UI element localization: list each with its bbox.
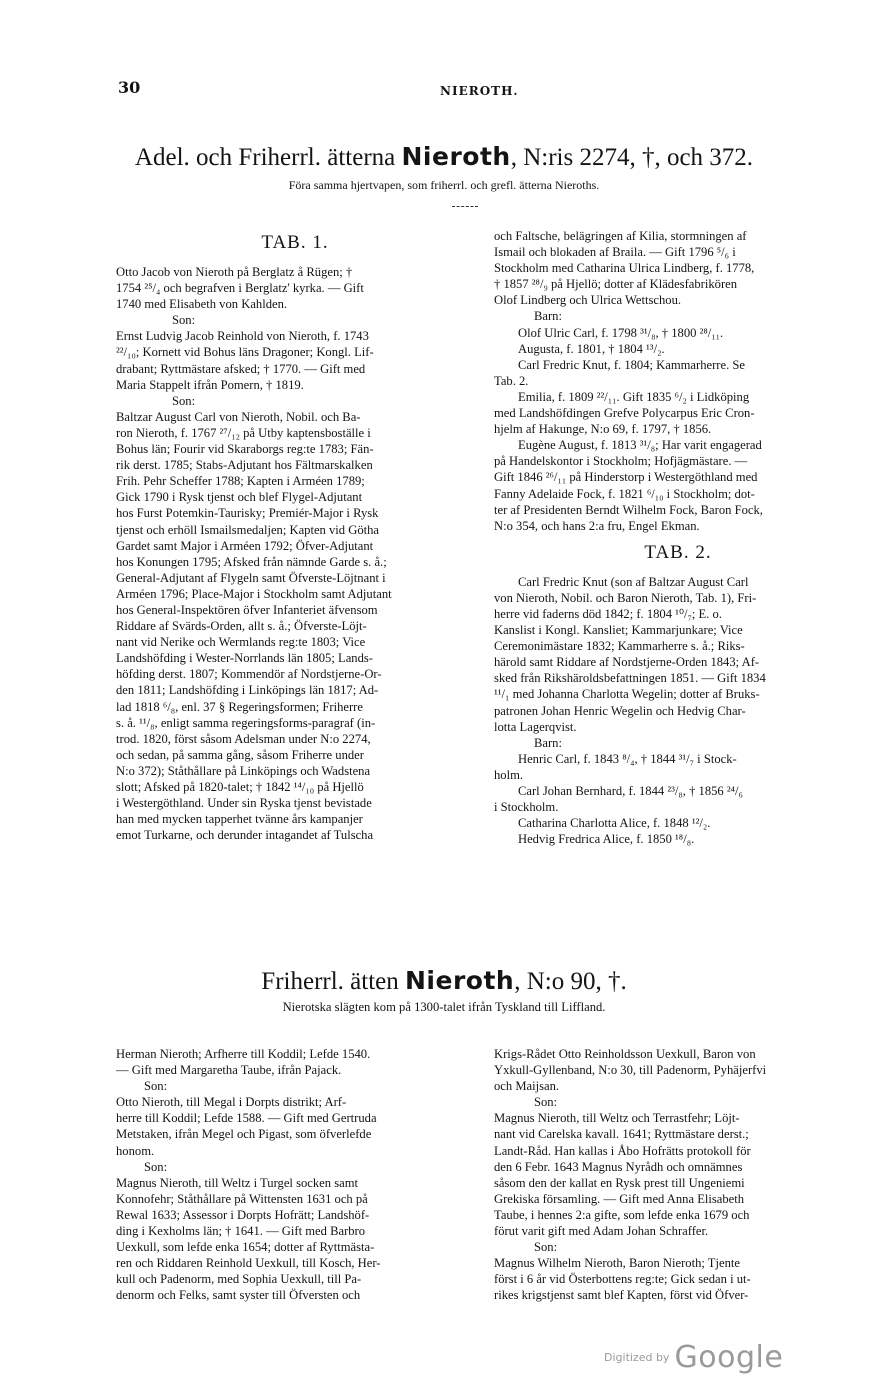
section2-title-name: Nieroth xyxy=(405,966,515,995)
text-line: Son: xyxy=(534,1240,558,1255)
text-line: Ismail och blokaden af Braila. — Gift 1796 ⁵/₆ i xyxy=(494,245,736,260)
text-line: Riddare af Svärds-Orden, allt s. å.; Öfverste-Löjt- xyxy=(116,619,367,634)
text-line: ren och Riddaren Reinhold Uexkull, till Kosch, Her- xyxy=(116,1256,381,1271)
text-line: först i 6 år vid Österbottens reg:te; Gick sedan i ut- xyxy=(494,1272,751,1287)
text-line: Rewal 1633; Assessor i Dorpts Hofrätt; Landshöf- xyxy=(116,1207,370,1222)
text-line: patronen Johan Henric Wegelin och Hedvig Char- xyxy=(494,703,746,718)
section2-subtitle: Nierotska slägten kom på 1300-talet ifrån Tyskland till Liffland. xyxy=(282,1000,606,1014)
text-line: Barn: xyxy=(534,735,562,750)
text-line: 1740 med Elisabeth von Kahlden. xyxy=(116,297,288,312)
section2-title-post: , N:o 90, †. xyxy=(514,968,627,995)
text-line: Landt-Råd. Han kallas i Åbo Hofrätts protokoll för xyxy=(494,1143,751,1158)
text-line: Magnus Nieroth, till Weltz och Terrastfehr; Löjt- xyxy=(494,1111,740,1126)
section1-title-post: , N:ris 2274, †, och 372. xyxy=(510,144,754,171)
text-line: nant vid Nerike och Wermlands reg:te 1803; Vice xyxy=(116,635,366,650)
text-line: Metstaken, ifrån Megel och Pigast, som öfverlefde xyxy=(116,1127,372,1142)
text-line: och sedan, på samma gång, såsom Friherre under xyxy=(116,747,364,762)
text-line: Otto Jacob von Nieroth på Berglatz å Rügen; † xyxy=(116,265,353,279)
text-line: General-Adjutant af Flygeln samt Öfverste-Löjtnant i xyxy=(116,570,386,585)
section1-title-name: Nieroth xyxy=(401,142,511,171)
section2-title xyxy=(0,966,888,996)
text-line: Maria Stappelt ifrån Pomern, † 1819. xyxy=(116,377,304,392)
text-line: Augusta, f. 1801, † 1804 ¹³/₂. xyxy=(518,341,665,356)
text-line: ding i Kexholms län; † 1641. — Gift med Barbro xyxy=(116,1224,366,1239)
text-line: Son: xyxy=(172,313,196,328)
section2-column-left xyxy=(116,1046,474,1304)
text-line: Kanslist i Kongl. Kansliet; Kammarjunkare; Vice xyxy=(494,623,743,638)
running-head: NIEROTH. xyxy=(440,84,519,98)
tab-heading: TAB. 1. xyxy=(261,232,329,253)
text-line: Carl Johan Bernhard, f. 1844 ²³/₈, † 1856 ²⁴/₆ xyxy=(518,784,743,798)
text-line: Bohus län; Fourir vid Skaraborgs reg:te 1783; Fän- xyxy=(116,442,374,457)
text-line: Gardet samt Major i Arméen 1792; Öfver-Adjutant xyxy=(116,538,374,553)
tab-heading: TAB. 2. xyxy=(644,541,712,563)
text-line: förut varit gift med Adam Johan Schraffer. xyxy=(494,1224,709,1239)
text-line: herre vid faderns död 1842; f. 1804 ¹⁰/₇; E. o. xyxy=(494,606,722,621)
section2-column-right xyxy=(494,1046,862,1304)
text-line: Hedvig Fredrica Alice, f. 1850 ¹⁸/₈. xyxy=(518,832,695,847)
text-line: — Gift med Margaretha Taube, ifrån Pajack. xyxy=(116,1063,342,1078)
text-line: † 1857 ²⁸/₉ på Hjellö; dotter af Klädesfabrikören xyxy=(494,277,738,292)
text-line: Eugène August, f. 1813 ³¹/₈; Har varit engagerad xyxy=(518,438,762,453)
text-line: Frih. Pehr Scheffer 1788; Kapten i Arméen 1789; xyxy=(116,474,365,489)
text-line: Magnus Wilhelm Nieroth, Baron Nieroth; Tjente xyxy=(494,1256,740,1271)
text-line: Taube, i hennes 2:a gifte, som lefde enka 1679 och xyxy=(494,1207,750,1222)
text-line: lotta Lagerqvist. xyxy=(494,719,577,734)
text-line: s. å. ¹¹/₈, enligt samma regeringsforms-paragraf (in- xyxy=(116,715,376,730)
ornament-divider xyxy=(452,206,478,207)
page-number: 30 xyxy=(118,78,141,97)
text-line: Fanny Adelaide Fock, f. 1821 ⁶/₁₀ i Stockholm; dot- xyxy=(494,486,755,501)
text-line: Herman Nieroth; Arfherre till Koddil; Lefde 1540. xyxy=(116,1047,371,1061)
text-line: trod. 1820, först såsom Adelsman under N:o 2274, xyxy=(116,731,371,746)
text-line: rikes krigstjenst samt blef Kapten, först vid Öfver- xyxy=(494,1288,749,1303)
text-line: på Handelskontor i Stockholm; Hofjägmästare. — xyxy=(494,454,748,469)
text-line: Arméen 1796; Place-Major i Stockholm samt Adjutant xyxy=(116,586,392,601)
text-line: Uexkull, som lefde enka 1654; dotter af Ryttmästa- xyxy=(116,1240,375,1255)
text-line: i Stockholm. xyxy=(494,800,559,815)
section2-title-pre: Friherrl. ätten xyxy=(261,968,399,995)
text-line: Olof Ulric Carl, f. 1798 ³¹/₈, † 1800 ²⁸/₁₁. xyxy=(518,325,724,340)
text-line: hos Konungen 1795; Afsked från nämnde Garde s. å.; xyxy=(116,554,387,569)
section1-column-left xyxy=(116,228,474,843)
text-line: Ernst Ludvig Jacob Reinhold von Nieroth, f. 1743 xyxy=(116,329,369,344)
text-line: Landshöfding i Wester-Norrlands län 1805; Lands- xyxy=(116,651,373,666)
text-line: Stockholm med Catharina Ulrica Lindberg, f. 1778, xyxy=(494,261,755,276)
text-line: lad 1818 ⁶/₈, enl. 37 § Regeringsformen; Friherre xyxy=(116,699,363,714)
text-line: Grekiska församling. — Gift med Anna Elisabeth xyxy=(494,1191,745,1206)
text-line: Son: xyxy=(144,1079,168,1094)
text-line: Yxkull-Gyllenband, N:o 30, till Padenorm, Pyhäjerfvi xyxy=(494,1063,767,1078)
text-line: 1754 ²⁵/₄ och begrafven i Berglatz' kyrka. — Gift xyxy=(116,281,364,296)
section1-column-right xyxy=(494,228,862,847)
text-line: emot Turkarne, och derunder intagandet af Tulscha xyxy=(116,828,374,843)
text-line: och Faltsche, belägringen af Kilia, stormningen af xyxy=(494,229,747,243)
text-line: Krigs-Rådet Otto Reinholdsson Uexkull, Baron von xyxy=(494,1047,756,1061)
text-line: Konnofehr; Ståthållare på Wittensten 1631 och på xyxy=(116,1191,368,1206)
text-line: ¹¹/₁ med Johanna Charlotta Wegelin; dotter af Bruks- xyxy=(494,687,760,702)
text-line: denorm och Felks, samt syster till Öfversten och xyxy=(116,1288,361,1303)
section1-title xyxy=(0,142,888,172)
google-logo: Google xyxy=(674,1340,784,1375)
text-line: Baltzar August Carl von Nieroth, Nobil. och Ba- xyxy=(116,409,361,424)
text-line: von Nieroth, Nobil. och Baron Nieroth, Tab. 1), Fri- xyxy=(494,590,757,605)
text-line: herre till Koddil; Lefde 1588. — Gift med Gertruda xyxy=(116,1111,377,1126)
text-line: ²²/₁₀; Kornett vid Bohus läns Dragoner; Kongl. Lif- xyxy=(116,345,374,360)
text-line: härold samt Riddare af Nordstjerne-Orden 1843; Af- xyxy=(494,655,760,670)
text-line: han med mycken tapperhet tvänne års kampanjer xyxy=(116,812,363,827)
text-line: Son: xyxy=(172,393,196,408)
text-line: honom. xyxy=(116,1143,155,1158)
text-line: ter af Presidenten Berndt Wilhelm Fock, Baron Fock, xyxy=(494,502,763,517)
text-line: Magnus Nieroth, till Weltz i Turgel socken samt xyxy=(116,1175,358,1190)
text-line: Olof Lindberg och Ulrica Wettschou. xyxy=(494,293,682,308)
text-line: hos General-Inspektören öfver Infanteriet äfvensom xyxy=(116,602,378,617)
text-line: Son: xyxy=(534,1095,558,1110)
text-line: Tab. 2. xyxy=(494,373,529,388)
text-line: nant vid Carelska kavall. 1641; Ryttmästare derst.; xyxy=(494,1127,749,1142)
text-line: Carl Fredric Knut, f. 1804; Kammarherre. Se xyxy=(518,357,745,372)
text-line: Gick 1790 i Rysk tjenst och blef Flygel-Adjutant xyxy=(116,490,363,505)
text-line: N:o 372); Ståthållare på Linköpings och Wadstena xyxy=(116,763,371,778)
text-line: ron Nieroth, f. 1767 ²⁷/₁₂ på Utby kaptensboställe i xyxy=(116,425,371,440)
text-line: Catharina Charlotta Alice, f. 1848 ¹²/₂. xyxy=(518,816,711,831)
text-line: slott; Afsked på 1820-talet; † 1842 ¹⁴/₁₀ på Hjellö xyxy=(116,780,364,794)
text-line: Son: xyxy=(144,1159,168,1174)
text-line: i Westergöthland. Under sin Ryska tjenst bevistade xyxy=(116,796,372,811)
text-line: hos Furst Potemkin-Taurisky; Premiér-Major i Rysk xyxy=(116,506,379,521)
text-line: kull och Padenorm, med Sophia Uexkull, till Pa- xyxy=(116,1272,362,1287)
text-line: sked från Rikshäroldsbefattningen 1851. — Gift 1834 xyxy=(494,671,766,686)
text-line: med Landshöfdingen Grefve Polycarpus Eric Cron- xyxy=(494,406,755,421)
text-line: N:o 354, och hans 2:a fru, Engel Ekman. xyxy=(494,518,700,533)
text-line: Ceremonimästare 1832; Kammarherre s. å.; Riks- xyxy=(494,639,745,654)
text-line: höfding derst. 1807; Kommendör af Nordstjerne-Or- xyxy=(116,667,382,682)
watermark-prefix: Digitized by xyxy=(604,1351,670,1364)
digitized-watermark xyxy=(604,1340,783,1375)
section1-subtitle: Föra samma hjertvapen, som friherrl. och grefl. ätterna Nieroths. xyxy=(288,178,600,192)
text-line: Gift 1846 ²⁶/₁₁ på Hinderstorp i Westergöthland med xyxy=(494,470,758,485)
text-line: hjelm af Hakunge, N:o 69, f. 1797, † 1856. xyxy=(494,422,712,437)
text-line: Otto Nieroth, till Megal i Dorpts distrikt; Arf- xyxy=(116,1095,347,1110)
text-line: och Maijsan. xyxy=(494,1079,560,1094)
text-line: Henric Carl, f. 1843 ⁸/₄, † 1844 ³¹/₇ i Stock- xyxy=(518,751,737,766)
text-line: Carl Fredric Knut (son af Baltzar August Carl xyxy=(518,574,749,589)
text-line: såsom den der kallat en Rysk prest till Ungeniemi xyxy=(494,1175,745,1190)
text-line: den 6 Febr. 1643 Magnus Nyrådh och omnämnes xyxy=(494,1159,743,1174)
text-line: Emilia, f. 1809 ²²/₁₁. Gift 1835 ⁶/₂ i Lidköping xyxy=(518,389,750,404)
text-line: rik derst. 1785; Stabs-Adjutant hos Fältmarskalken xyxy=(116,458,373,473)
section1-title-pre: Adel. och Friherrl. ätterna xyxy=(134,144,396,171)
text-line: den 1811; Landshöfding i Linköpings län 1817; Ad- xyxy=(116,683,379,698)
text-line: tjenst och erhöll Ismailsmedaljen; Kapten vid Götha xyxy=(116,522,380,537)
text-line: holm. xyxy=(494,767,524,782)
text-line: Barn: xyxy=(534,309,562,324)
text-line: drabant; Ryttmästare afsked; † 1770. — Gift med xyxy=(116,361,366,376)
